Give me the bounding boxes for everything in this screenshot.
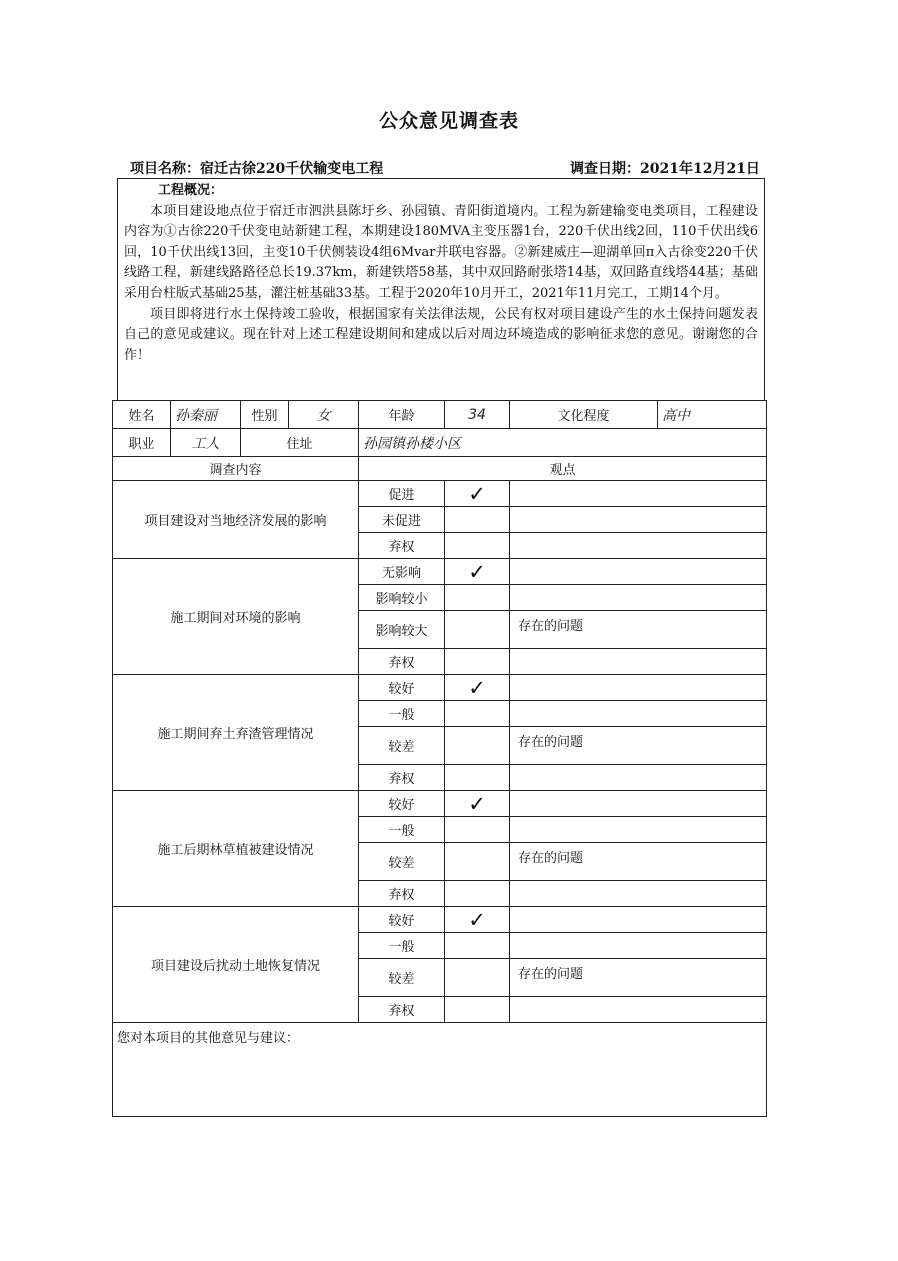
option-note [510, 791, 767, 817]
option-label: 弃权 [359, 533, 445, 559]
option-label: 影响较小 [359, 585, 445, 611]
option-note [510, 817, 767, 843]
option-checkbox[interactable] [445, 765, 510, 791]
address-value[interactable]: 孙园镇孙楼小区 [359, 429, 767, 457]
survey-question: 施工期间对环境的影响 [113, 559, 359, 675]
option-checkbox[interactable] [445, 881, 510, 907]
option-note [510, 997, 767, 1023]
overview-paragraph-2: 项目即将进行水土保持竣工验收，根据国家有关法律法规，公民有权对项目建设产生的水土保持问题发表自己的意见或建议。现在针对上述工程建设期间和建成以后对周边环境造成的影响征求您的意见。谢谢您的合作！ [124, 306, 758, 363]
option-note [510, 881, 767, 907]
option-note [510, 585, 767, 611]
option-note [510, 481, 767, 507]
option-note[interactable]: 存在的问题 [510, 611, 767, 649]
option-note [510, 675, 767, 701]
survey-question: 施工期间弃土弃渣管理情况 [113, 675, 359, 791]
option-label: 一般 [359, 933, 445, 959]
survey-row [113, 559, 767, 585]
education-value[interactable]: 高中 [658, 401, 767, 429]
date-label: 调查日期： [570, 161, 640, 177]
option-checkbox[interactable] [445, 959, 510, 997]
option-checkbox[interactable] [445, 907, 510, 933]
option-checkbox[interactable] [445, 701, 510, 727]
survey-row [113, 481, 767, 507]
option-note[interactable]: 存在的问题 [510, 843, 767, 881]
option-checkbox[interactable] [445, 507, 510, 533]
opinion-header: 观点 [359, 457, 767, 481]
gender-label: 性别 [241, 401, 289, 429]
survey-question: 项目建设后扰动土地恢复情况 [113, 907, 359, 1023]
option-checkbox[interactable] [445, 481, 510, 507]
overview-paragraph-1: 本项目建设地点位于宿迁市泗洪县陈圩乡、孙园镇、青阳街道境内。工程为新建输变电类项目，工程建设内容为①古徐220千伏变电站新建工程，本期建设180MVA主变压器1台，220千伏出线2回，110千伏出线6回，10千伏出线13回，主变10千伏侧装设4组6Mvar并联电容器。②新建威庄—迎湖单回π入古徐变220千伏线路工程，新建线路路径总长19.37km，新建铁塔58基，其中双回路耐张塔14基，双回路直线塔44基；基础采用台柱版式基础25基，灌注桩基础33基。工程于2020年10月开工，2021年11月完工，工期14个月。 [124, 203, 758, 301]
age-label: 年龄 [359, 401, 445, 429]
option-checkbox[interactable] [445, 843, 510, 881]
option-checkbox[interactable] [445, 817, 510, 843]
address-label: 住址 [241, 429, 359, 457]
option-checkbox[interactable] [445, 933, 510, 959]
other-comments-field[interactable] [113, 1023, 767, 1117]
option-checkbox[interactable] [445, 727, 510, 765]
education-label: 文化程度 [510, 401, 658, 429]
option-note [510, 559, 767, 585]
option-checkbox[interactable] [445, 585, 510, 611]
date-value: 2021年12月21日 [640, 161, 760, 177]
personal-row-1 [113, 401, 767, 429]
option-note[interactable]: 存在的问题 [510, 959, 767, 997]
name-value[interactable]: 孙秦丽 [171, 401, 241, 429]
job-value[interactable]: 工人 [171, 429, 241, 457]
option-note [510, 533, 767, 559]
survey-date-line [570, 158, 760, 178]
option-checkbox[interactable] [445, 791, 510, 817]
job-label: 职业 [113, 429, 171, 457]
option-note [510, 765, 767, 791]
option-label: 较好 [359, 907, 445, 933]
overview-heading: 工程概况： [158, 183, 224, 198]
option-label: 一般 [359, 817, 445, 843]
name-label: 姓名 [113, 401, 171, 429]
option-label: 促进 [359, 481, 445, 507]
check-mark-icon: ✓ [468, 559, 486, 584]
survey-question: 施工后期林草植被建设情况 [113, 791, 359, 907]
survey-row [113, 907, 767, 933]
gender-value[interactable]: 女 [289, 401, 359, 429]
project-label: 项目名称： [130, 161, 200, 177]
option-checkbox[interactable] [445, 997, 510, 1023]
option-checkbox[interactable] [445, 533, 510, 559]
option-label: 影响较大 [359, 611, 445, 649]
option-checkbox[interactable] [445, 649, 510, 675]
personal-row-2 [113, 429, 767, 457]
content-header: 调查内容 [113, 457, 359, 481]
option-label: 弃权 [359, 881, 445, 907]
project-overview [117, 178, 765, 400]
option-note [510, 701, 767, 727]
check-mark-icon: ✓ [468, 907, 486, 932]
project-name: 宿迁古徐220千伏输变电工程 [200, 161, 384, 177]
option-note [510, 649, 767, 675]
survey-header-row [113, 457, 767, 481]
check-mark-icon: ✓ [468, 791, 486, 816]
option-label: 一般 [359, 701, 445, 727]
option-label: 较差 [359, 727, 445, 765]
option-note[interactable]: 存在的问题 [510, 727, 767, 765]
age-value[interactable]: 34 [445, 401, 510, 429]
other-comments-label: 您对本项目的其他意见与建议： [117, 1031, 300, 1046]
survey-question: 项目建设对当地经济发展的影响 [113, 481, 359, 559]
option-checkbox[interactable] [445, 611, 510, 649]
option-label: 弃权 [359, 997, 445, 1023]
survey-table [112, 400, 767, 1117]
option-note [510, 907, 767, 933]
option-label: 较好 [359, 675, 445, 701]
option-label: 未促进 [359, 507, 445, 533]
option-note [510, 933, 767, 959]
option-label: 较差 [359, 959, 445, 997]
option-label: 弃权 [359, 649, 445, 675]
check-mark-icon: ✓ [468, 675, 486, 700]
project-name-line [130, 158, 383, 178]
option-note [510, 507, 767, 533]
check-mark-icon: ✓ [468, 481, 486, 506]
survey-row [113, 675, 767, 701]
option-label: 较好 [359, 791, 445, 817]
option-label: 较差 [359, 843, 445, 881]
option-label: 弃权 [359, 765, 445, 791]
form-title: 公众意见调查表 [378, 110, 519, 132]
option-checkbox[interactable] [445, 559, 510, 585]
option-checkbox[interactable] [445, 675, 510, 701]
other-comments-row [113, 1023, 767, 1117]
option-label: 无影响 [359, 559, 445, 585]
survey-row [113, 791, 767, 817]
